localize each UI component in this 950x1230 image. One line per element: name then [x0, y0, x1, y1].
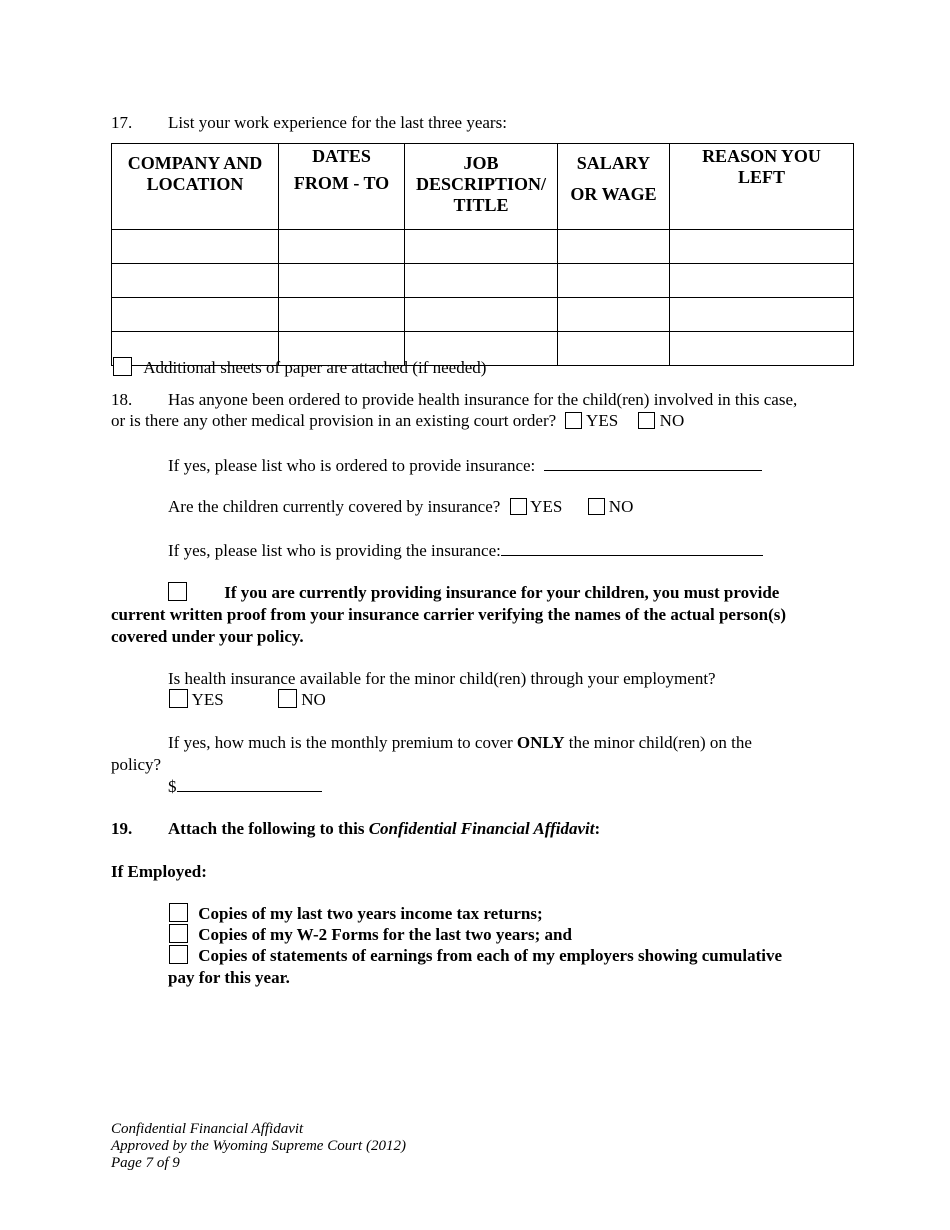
attach-colon: : — [594, 819, 601, 838]
proof-line2: current written proof from your insurance carrier verifying the names of the actual person(s) — [111, 605, 787, 624]
attach-italic: Confidential Financial Affidavit — [368, 819, 595, 838]
q18-line2-row — [111, 410, 684, 431]
list-item — [169, 903, 543, 924]
header-text: DATES — [312, 146, 371, 166]
available-no-label: NO — [301, 690, 326, 709]
attach-text: Attach the following to this — [168, 819, 365, 838]
w2-forms-label: Copies of my W-2 Forms for the last two years; and — [198, 925, 572, 944]
earnings-statements-cont: pay for this year. — [168, 968, 290, 987]
if-employed-heading: If Employed: — [111, 862, 207, 881]
premium-text-a: If yes, how much is the monthly premium to cover — [168, 733, 513, 752]
premium-amount-line[interactable] — [177, 775, 322, 792]
list-item — [169, 924, 572, 945]
header-text: FROM - TO — [293, 173, 390, 193]
q17-prompt: List your work experience for the last three years: — [168, 113, 507, 132]
table-row — [112, 230, 854, 264]
header-text: DESCRIPTION/ — [415, 174, 547, 194]
table-cell[interactable] — [670, 298, 854, 332]
court-order-no-checkbox[interactable] — [638, 412, 655, 429]
table-row — [112, 298, 854, 332]
table-cell[interactable] — [405, 230, 558, 264]
covered-yes-label: YES — [530, 497, 563, 516]
table-cell[interactable] — [405, 264, 558, 298]
proof-checkbox[interactable] — [168, 582, 187, 601]
table-cell[interactable] — [112, 230, 279, 264]
footer-approval: Approved by the Wyoming Supreme Court (2012) — [111, 1138, 406, 1154]
premium-text-c: policy? — [111, 755, 162, 774]
court-order-no-label: NO — [659, 411, 685, 430]
available-yes-checkbox[interactable] — [169, 689, 188, 708]
court-order-yes-label: YES — [586, 411, 619, 430]
table-cell[interactable] — [670, 230, 854, 264]
list-item — [169, 945, 782, 966]
header-salary — [558, 144, 670, 230]
proof-line1: If you are currently providing insurance for your children, you must provide — [224, 583, 780, 602]
proof-row — [168, 582, 779, 603]
tax-returns-checkbox[interactable] — [169, 903, 188, 922]
ordered-input-line[interactable] — [544, 454, 762, 471]
available-options — [169, 689, 326, 710]
footer-page-number: Page 7 of 9 — [111, 1155, 180, 1171]
q19-number: 19. — [111, 819, 133, 838]
header-text: TITLE — [453, 195, 509, 215]
table-cell[interactable] — [670, 264, 854, 298]
table-cell[interactable] — [558, 264, 670, 298]
premium-row — [168, 732, 752, 753]
ordered-label: If yes, please list who is ordered to provide insurance: — [168, 456, 536, 475]
covered-no-checkbox[interactable] — [588, 498, 605, 515]
q18-line1: Has anyone been ordered to provide health insurance for the child(ren) involved in this case, — [168, 390, 798, 409]
header-text: LEFT — [737, 167, 785, 187]
table-header-row — [112, 144, 854, 230]
q19-attach-row — [168, 818, 600, 839]
court-order-yes-checkbox[interactable] — [565, 412, 582, 429]
q17-number: 17. — [111, 113, 133, 132]
table-cell[interactable] — [279, 264, 405, 298]
header-text: REASON YOU — [702, 146, 821, 166]
footer — [111, 1121, 406, 1172]
work-experience-table — [111, 143, 854, 366]
premium-amount-row — [168, 775, 322, 797]
available-yes-label: YES — [191, 690, 224, 709]
available-no-checkbox[interactable] — [278, 689, 297, 708]
dollar-sign: $ — [168, 777, 177, 796]
q18-line2: or is there any other medical provision in an existing court order? — [111, 411, 557, 430]
additional-sheets-row — [113, 357, 486, 378]
table-cell[interactable] — [405, 298, 558, 332]
header-company — [112, 144, 279, 230]
tax-returns-label: Copies of my last two years income tax returns; — [198, 904, 543, 923]
covered-label: Are the children currently covered by insurance? — [168, 497, 501, 516]
header-text: SALARY — [576, 153, 651, 173]
table-cell[interactable] — [279, 230, 405, 264]
covered-no-label: NO — [608, 497, 634, 516]
table-cell[interactable] — [670, 332, 854, 366]
header-job — [405, 144, 558, 230]
covered-yes-checkbox[interactable] — [510, 498, 527, 515]
q18-number: 18. — [111, 390, 133, 409]
premium-only: ONLY — [516, 733, 565, 752]
table-row — [112, 264, 854, 298]
w2-forms-checkbox[interactable] — [169, 924, 188, 943]
earnings-statements-label: Copies of statements of earnings from each of my employers showing cumulative — [198, 946, 783, 965]
providing-row — [168, 539, 763, 561]
table-cell[interactable] — [112, 298, 279, 332]
table-cell[interactable] — [279, 298, 405, 332]
header-text: OR WAGE — [570, 184, 657, 204]
available-label: Is health insurance available for the minor child(ren) through your employment? — [168, 669, 716, 688]
header-text: JOB — [463, 153, 499, 173]
header-reason — [670, 144, 854, 230]
table-cell[interactable] — [112, 264, 279, 298]
additional-sheets-label: Additional sheets of paper are attached (if needed) — [143, 358, 487, 377]
ordered-row — [168, 454, 762, 476]
header-text: COMPANY AND — [127, 153, 263, 173]
premium-text-b: the minor child(ren) on the — [568, 733, 752, 752]
earnings-statements-checkbox[interactable] — [169, 945, 188, 964]
additional-sheets-checkbox[interactable] — [113, 357, 132, 376]
footer-title: Confidential Financial Affidavit — [111, 1121, 304, 1137]
header-text: LOCATION — [146, 174, 244, 194]
providing-label: If yes, please list who is providing the insurance: — [168, 541, 501, 560]
header-dates — [279, 144, 405, 230]
covered-row — [168, 496, 633, 517]
table-cell[interactable] — [558, 332, 670, 366]
providing-input-line[interactable] — [501, 539, 763, 556]
proof-line3: covered under your policy. — [111, 627, 304, 646]
table-cell[interactable] — [558, 298, 670, 332]
table-cell[interactable] — [558, 230, 670, 264]
